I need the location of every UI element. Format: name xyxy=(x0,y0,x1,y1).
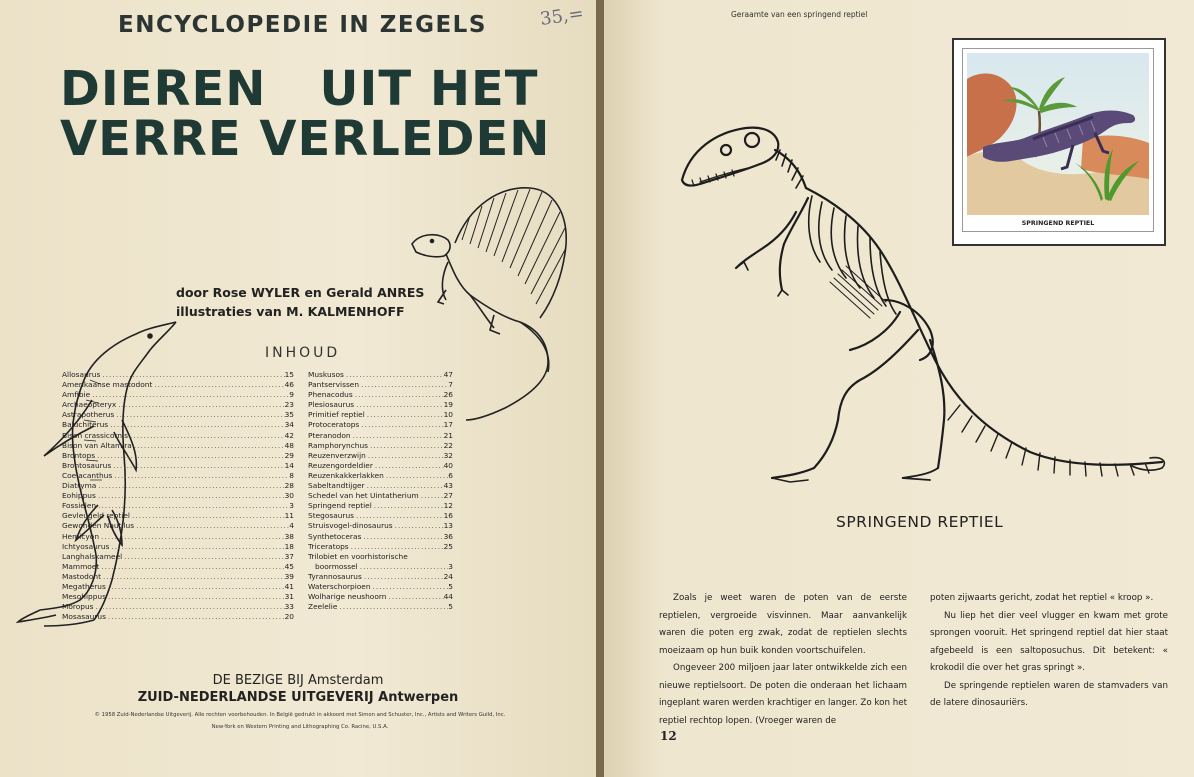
toc-entry-page: 24 xyxy=(443,571,453,581)
stamp-illustration xyxy=(963,49,1153,219)
toc-entry-name: Zeelelie xyxy=(308,602,338,612)
toc-entry-name: Baluchiterus xyxy=(62,420,109,430)
toc-entry-name: Diatryma xyxy=(62,481,97,491)
toc-entry-page: 7 xyxy=(448,380,453,390)
toc-entry-page: 4 xyxy=(289,521,294,531)
toc-entry-page: 8 xyxy=(289,470,294,480)
toc-entry-name: Sabeltandtijger xyxy=(308,481,365,491)
toc-entry-name: Langhalskameel xyxy=(62,551,123,561)
toc-entry-name: Brontops xyxy=(62,450,96,460)
toc-entry-page: 21 xyxy=(443,430,453,440)
book-title-line-1: DIEREN UIT HET xyxy=(60,61,539,117)
toc-entry-page: 12 xyxy=(443,501,453,511)
toc-entry-name: Moropus xyxy=(62,602,94,612)
toc-entry-name: Hemicyon xyxy=(62,531,100,541)
article-heading: SPRINGEND REPTIEL xyxy=(836,513,1004,531)
toc-entry-name: Brontosaurus xyxy=(62,460,112,470)
toc-entry-name: Amerikaanse mastodont xyxy=(62,380,153,390)
toc-entry-page: 26 xyxy=(443,390,453,400)
toc-entry-page: 17 xyxy=(443,420,453,430)
toc-entry-page: 43 xyxy=(443,481,453,491)
contents-heading: INHOUD xyxy=(265,345,341,361)
toc-entry-name: Gevleugeld reptiel xyxy=(62,511,130,521)
toc-entry-page: 18 xyxy=(284,541,294,551)
toc-entry-name: Pteranodon xyxy=(308,430,351,440)
toc-entry-page: 33 xyxy=(284,602,294,612)
toc-entry-name: Schedel van het Uintatherium xyxy=(308,491,419,501)
toc-entry-page: 35 xyxy=(284,410,294,420)
toc-entry-name: Ichtyosaurus xyxy=(62,541,110,551)
toc-entry-page: 47 xyxy=(443,370,453,379)
toc-entry-name: Mammoet xyxy=(62,561,100,571)
toc-entry-page: 42 xyxy=(284,430,294,440)
toc-entry-page: 3 xyxy=(448,561,453,571)
toc-entry-name: Coelacanthus xyxy=(62,470,113,480)
stamp-caption: SPRINGEND REPTIEL xyxy=(1021,220,1095,227)
toc-entry-page: 39 xyxy=(284,571,294,581)
toc-entry-page: 22 xyxy=(443,440,453,450)
toc-entry-page: 23 xyxy=(284,400,294,410)
toc-entry-name: Allosaurus xyxy=(62,370,101,379)
toc-entry-page: 32 xyxy=(443,450,453,460)
toc-entry-page: 36 xyxy=(443,531,453,541)
copyright-line-2: New-York en Western Printing and Lithographing Co. Racine, U.S.A. xyxy=(211,724,389,730)
toc-entry-name: Eohippus xyxy=(62,491,96,501)
toc-entry-page: 13 xyxy=(443,521,453,531)
toc-entry-page: 20 xyxy=(284,612,294,622)
toc-entry-page: 44 xyxy=(443,592,453,602)
toc-entry-page: 28 xyxy=(284,481,294,491)
toc-entry-page: 15 xyxy=(284,370,294,379)
toc-entry-page: 16 xyxy=(443,511,453,521)
toc-entry-page: 5 xyxy=(448,602,453,612)
toc-entry-page: 37 xyxy=(284,551,294,561)
paragraph: Ongeveer 200 miljoen jaar later ontwikkelde zich een nieuwe reptielsoort. De poten die onderaan het lichaam ingeplant waren werden krachtiger en langer. Zo kon het reptiel rechtop lopen. (Vroeger waren de xyxy=(659,663,907,726)
toc-entry-name: Bison crassicornis xyxy=(62,430,128,440)
paragraph: Nu liep het dier veel vlugger en kwam met grote sprongen vooruit. Het springend reptiel dat hier staat afgebeeld is een saltoposuchus. Dit betekent: « krokodil die over het gras springt ». xyxy=(930,610,1168,673)
toc-entry-name: Mesohippus xyxy=(62,592,106,602)
toc-entry-page: 40 xyxy=(443,460,453,470)
toc-entry-name: Trilobiet en voorhistorische xyxy=(308,551,408,561)
toc-entry-name: Muskusos xyxy=(308,370,344,379)
toc-entry-name: Reuzenverzwijn xyxy=(308,450,366,460)
toc-entry-name: Mosasaurus xyxy=(62,612,106,622)
toc-entry-name: Archaeopteryx xyxy=(62,400,117,410)
illustrator-line: illustraties van M. KALMENHOFF xyxy=(176,304,405,319)
toc-entry-name: Pantservissen xyxy=(308,380,360,390)
toc-entry-name: boormossel xyxy=(308,561,358,571)
toc-entry-name: Reuzenkakkerlakken xyxy=(308,470,384,480)
book-title-line-2: VERRE VERLEDEN xyxy=(60,111,551,167)
toc-entry-name: Triceratops xyxy=(308,541,349,551)
stamp xyxy=(962,48,1154,232)
toc-entry-name: Megatherus xyxy=(62,581,106,591)
toc-entry-page: 25 xyxy=(443,541,453,551)
toc-entry-page: 6 xyxy=(448,470,453,480)
toc-entry-name: Waterschorpioen xyxy=(308,581,371,591)
page-number: 12 xyxy=(660,729,677,743)
toc-entry-name: Reuzengordeldier xyxy=(308,460,373,470)
toc-entry-page: 9 xyxy=(289,390,294,400)
toc-entry-page: 27 xyxy=(443,491,453,501)
publisher-line-2: ZUID-NEDERLANDSE UITGEVERIJ Antwerpen xyxy=(137,690,459,705)
toc-entry-page: 31 xyxy=(284,592,294,602)
publisher-line-1: DE BEZIGE BIJ Amsterdam xyxy=(212,673,384,688)
toc-entry-name: Ramphorynchus xyxy=(308,440,368,450)
toc-entry-name: Wolharige neushoorn xyxy=(308,592,387,602)
toc-entry-name: Fossielen xyxy=(62,501,97,511)
toc-entry-name: Springend reptiel xyxy=(308,501,372,511)
toc-entry-name: Amfibie xyxy=(62,390,91,400)
toc-entry-page: 10 xyxy=(443,410,453,420)
toc-entry-page: 11 xyxy=(284,511,294,521)
skeleton-caption: Geraamte van een springend reptiel xyxy=(731,10,868,19)
toc-entry-name: Struisvogel-dinosaurus xyxy=(308,521,393,531)
toc-entry-page: 45 xyxy=(284,561,294,571)
stamp-frame xyxy=(952,38,1166,246)
toc-entry-page: 19 xyxy=(443,400,453,410)
toc-entry-name: Gewonden Nautilus xyxy=(62,521,135,531)
copyright-line-1: © 1958 Zuid-Nederlandse Uitgeverij. Alle rechten voorbehouden. In België gedrukt in akkoord met Simon and Schuster, Inc., Artists and Writers Guild, Inc. xyxy=(94,712,506,718)
paragraph: Zoals je weet waren de poten van de eerste reptielen, vergroeide visvinnen. Maar aanvankelijk waren die poten erg zwak, zodat de reptielen slechts moeizaam op hun buik konden voortschuifelen. xyxy=(659,593,907,656)
toc-entry-page: 38 xyxy=(284,531,294,541)
toc-entry-name: Mastodont xyxy=(62,571,101,581)
price-note: 35,= xyxy=(538,3,585,30)
authors-line: door Rose WYLER en Gerald ANRES xyxy=(176,285,425,300)
toc-entry-page: 34 xyxy=(284,420,294,430)
toc-entry-page: 3 xyxy=(289,501,294,511)
paragraph: De springende reptielen waren de stamvaders van de latere dinosauriërs. xyxy=(930,680,1168,708)
series-title: ENCYCLOPEDIE IN ZEGELS xyxy=(118,12,487,38)
toc-entry-name: Phenacodus xyxy=(308,390,353,400)
toc-entry-name: Protoceratops xyxy=(308,420,360,430)
toc-entry-page: 41 xyxy=(284,581,294,591)
toc-entry-page: 48 xyxy=(284,440,294,450)
article-column-1 xyxy=(659,590,907,730)
toc-entry-page: 30 xyxy=(284,491,294,501)
toc-entry-page: 14 xyxy=(284,460,294,470)
toc-entry-name: Primitief reptiel xyxy=(308,410,365,420)
toc-entry-name: Plesiosaurus xyxy=(308,400,355,410)
toc-entry-name: Bison van Altamira xyxy=(62,440,132,450)
toc-entry-name: Synthetoceras xyxy=(308,531,362,541)
toc-entry-name: Stegosaurus xyxy=(308,511,354,521)
toc-entry-name: Tyrannosaurus xyxy=(308,571,362,581)
article-column-2 xyxy=(930,590,1168,713)
toc-entry-page: 46 xyxy=(284,380,294,390)
toc-entry-page: 29 xyxy=(284,450,294,460)
paragraph: poten zijwaarts gericht, zodat het reptiel « kroop ». xyxy=(930,593,1154,603)
toc-entry-page: 5 xyxy=(448,581,453,591)
toc-entry-name: Astrapotherus xyxy=(62,410,115,420)
